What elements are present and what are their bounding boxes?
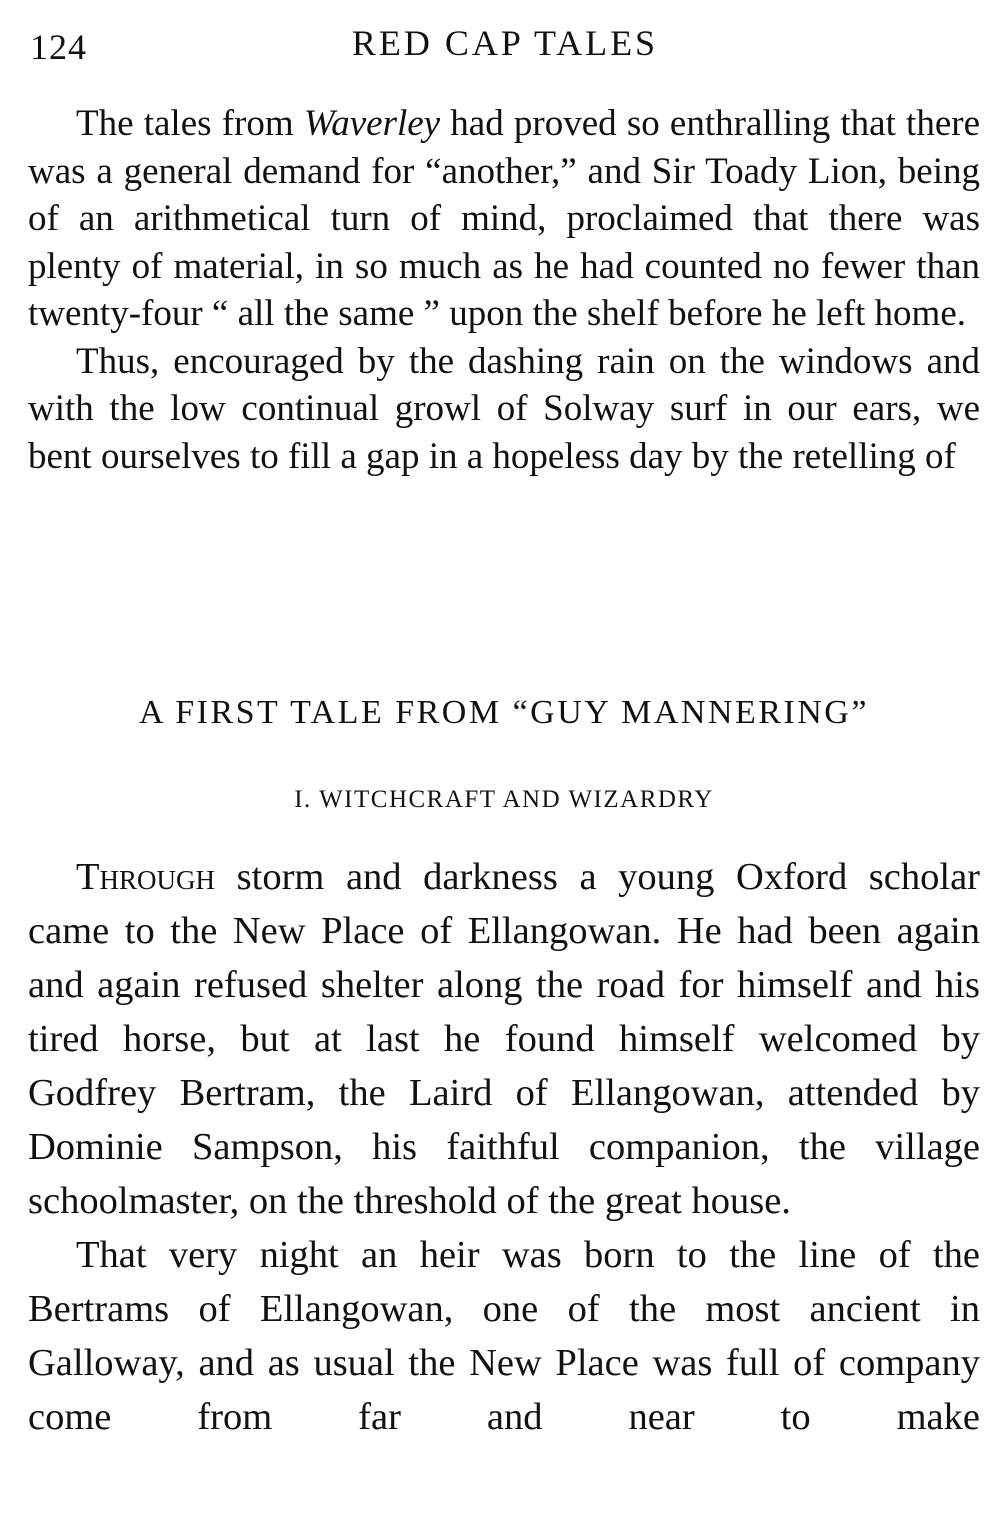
story-paragraph-2: That very night an heir was born to the line of the Bertrams of Ellangowan, one of the most ancient in Galloway, and as usual the New Place was full of company come from far and near to make xyxy=(28,1234,980,1438)
page-number: 124 xyxy=(30,27,87,67)
chapter-title: A FIRST TALE FROM “GUY MANNERING” xyxy=(139,694,869,731)
running-title: RED CAP TALES xyxy=(351,23,659,63)
running-head xyxy=(30,22,980,72)
story-paragraph-1 xyxy=(28,850,980,1228)
intro-text xyxy=(28,100,980,480)
story-text xyxy=(28,850,980,1444)
intro-p1-start: The tales from xyxy=(76,103,304,144)
story-p1-rest: storm and darkness a young Oxford scholar came to the New Place of Ellangowan. He had been again and again refused shelter along the road for himself and his tired horse, but at last he found himself welcomed by Godfrey Bertram, the Laird of Ellangowan, attended by Dominie Sampson, his faithful companion, the village schoolmaster, on the threshold of the great house. xyxy=(28,856,980,1222)
intro-paragraph-2: Thus, encouraged by the dashing rain on the windows and with the low continual growl of Solway surf in our ears, we bent ourselves to fill a gap in a hopeless day by the retelling of xyxy=(28,340,980,477)
intro-p1-rest: had proved so enthralling that there was a general demand for “another,” and Sir Toady Lion, being of an arithmetical turn of mind, proclaimed that there was plenty of material, in so much as he had counted no fewer than twenty-four “ all the same ” upon the shelf before he left home. xyxy=(28,103,981,334)
book-title-italic: Waverley xyxy=(303,103,441,144)
section-title: I. WITCHCRAFT AND WIZARDRY xyxy=(294,786,714,813)
intro-paragraph-1 xyxy=(28,100,980,338)
opening-word: Through xyxy=(76,856,216,898)
